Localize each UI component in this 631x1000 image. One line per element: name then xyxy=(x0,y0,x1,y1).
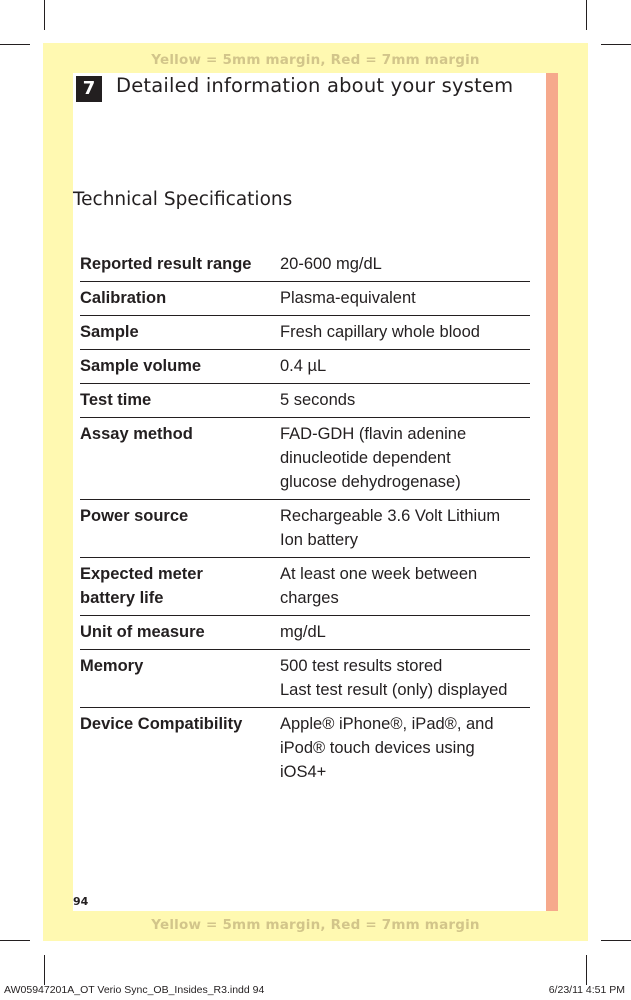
spec-label: Power source xyxy=(80,500,280,558)
spec-label: Memory xyxy=(80,650,280,708)
chapter-number-badge: 7 xyxy=(76,76,102,102)
spec-table xyxy=(80,248,530,789)
spec-label: Assay method xyxy=(80,418,280,500)
spec-value: 5 seconds xyxy=(280,384,530,418)
crop-mark xyxy=(601,44,631,45)
spec-value: 20-600 mg/dL xyxy=(280,248,530,282)
spec-value: At least one week between charges xyxy=(280,558,530,616)
spec-label: Expected meter battery life xyxy=(80,558,280,616)
spec-label: Unit of measure xyxy=(80,616,280,650)
spec-row xyxy=(80,282,530,316)
spec-value: Rechargeable 3.6 Volt Lithium Ion battery xyxy=(280,500,530,558)
section-title: Technical Specifications xyxy=(73,189,293,210)
date-slug: 6/23/11 4:51 PM xyxy=(548,984,625,996)
spec-value: Fresh capillary whole blood xyxy=(280,316,530,350)
crop-mark xyxy=(0,940,30,941)
crop-mark xyxy=(586,0,587,30)
spec-value: 0.4 µL xyxy=(280,350,530,384)
spec-row xyxy=(80,500,530,558)
crop-mark xyxy=(586,955,587,985)
spec-row xyxy=(80,708,530,790)
spec-label: Test time xyxy=(80,384,280,418)
spec-value: Plasma-equivalent xyxy=(280,282,530,316)
spec-row xyxy=(80,384,530,418)
spec-row xyxy=(80,418,530,500)
spec-row xyxy=(80,558,530,616)
spec-label: Sample volume xyxy=(80,350,280,384)
spec-label: Device Compatibility xyxy=(80,715,243,733)
spec-value: Apple® iPhone®, iPad®, and iPod® touch devices using iOS4+ xyxy=(280,715,494,781)
crop-mark xyxy=(44,955,45,985)
page-number: 94 xyxy=(73,895,89,908)
crop-mark xyxy=(601,940,631,941)
spec-value: mg/dL xyxy=(280,616,530,650)
chapter-title: Detailed information about your system xyxy=(116,74,514,97)
spec-label: Reported result range xyxy=(80,248,280,282)
red-margin-strip xyxy=(546,73,558,911)
spec-row xyxy=(80,248,530,282)
spec-label: Sample xyxy=(80,316,280,350)
file-slug: AW05947201A_OT Verio Sync_OB_Insides_R3.indd 94 xyxy=(4,984,265,996)
crop-mark xyxy=(44,0,45,30)
spec-row xyxy=(80,316,530,350)
spec-label: Calibration xyxy=(80,282,280,316)
spec-value: 500 test results stored Last test result (only) displayed xyxy=(280,650,530,708)
spec-value: FAD-GDH (flavin adenine dinucleotide dependent glucose dehydrogenase) xyxy=(280,418,530,500)
spec-row xyxy=(80,350,530,384)
crop-mark xyxy=(0,44,30,45)
margin-note-top: Yellow = 5mm margin, Red = 7mm margin xyxy=(151,52,480,68)
spec-row xyxy=(80,650,530,708)
margin-note-bottom: Yellow = 5mm margin, Red = 7mm margin xyxy=(151,917,480,933)
spec-row xyxy=(80,616,530,650)
